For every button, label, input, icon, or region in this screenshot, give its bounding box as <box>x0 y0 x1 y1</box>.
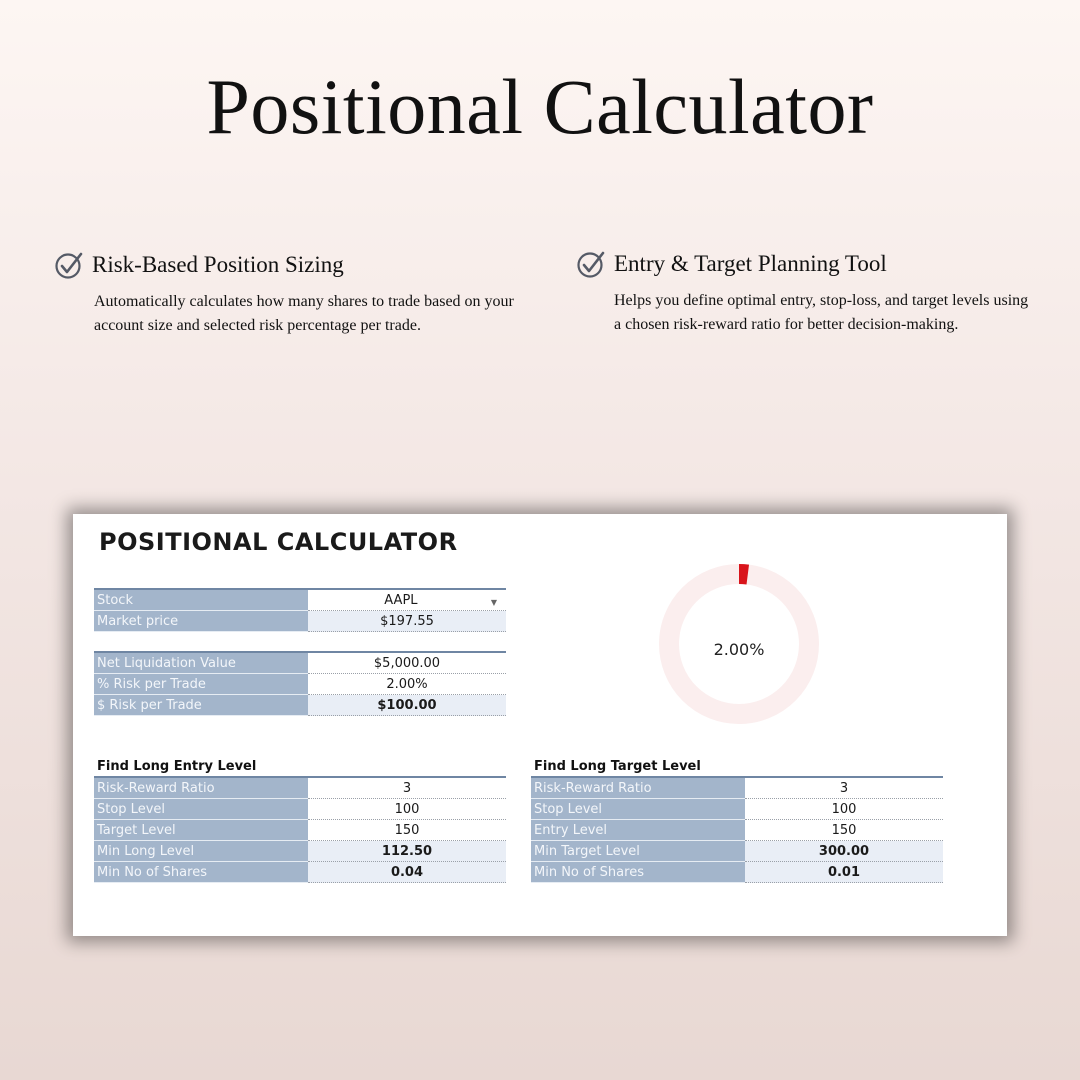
table-row <box>94 589 506 611</box>
page-title: Positional Calculator <box>206 63 874 150</box>
risk-dollar-value: $100.00 <box>308 695 506 716</box>
feature-title: Entry & Target Planning Tool <box>614 251 887 276</box>
table-row <box>94 611 506 632</box>
table-row <box>531 841 943 862</box>
table-row <box>94 841 506 862</box>
rr-ratio-label: Risk-Reward Ratio <box>531 777 745 799</box>
net-liquidation-input[interactable]: $5,000.00 <box>308 652 506 674</box>
stock-value: AAPL <box>384 592 418 608</box>
min-shares-label: Min No of Shares <box>94 862 308 883</box>
risk-table <box>94 651 506 716</box>
market-price-value: $197.55 <box>308 611 506 632</box>
table-row <box>94 674 506 695</box>
min-long-level-label: Min Long Level <box>94 841 308 862</box>
table-row <box>94 652 506 674</box>
calculator-title: POSITIONAL CALCULATOR <box>99 528 458 556</box>
rr-ratio-input[interactable]: 3 <box>308 777 506 799</box>
stop-level-input[interactable]: 100 <box>745 799 943 820</box>
risk-percent-label: % Risk per Trade <box>94 674 308 695</box>
min-target-level-label: Min Target Level <box>531 841 745 862</box>
table-row <box>531 820 943 841</box>
min-long-level-value: 112.50 <box>308 841 506 862</box>
table-row <box>94 777 506 799</box>
stock-label: Stock <box>94 589 308 611</box>
gauge-label: 2.00% <box>713 640 765 659</box>
rr-ratio-label: Risk-Reward Ratio <box>94 777 308 799</box>
stop-level-input[interactable]: 100 <box>308 799 506 820</box>
check-circle-icon <box>576 249 606 279</box>
check-circle-icon <box>54 250 84 280</box>
feature-entry-target <box>576 249 1036 337</box>
target-level-label: Target Level <box>94 820 308 841</box>
feature-description: Helps you define optimal entry, stop-loss, and target levels using a chosen risk-reward ratio for better decision-making. <box>614 292 1029 333</box>
min-shares-label: Min No of Shares <box>531 862 745 883</box>
market-price-label: Market price <box>94 611 308 632</box>
feature-title: Risk-Based Position Sizing <box>92 252 344 277</box>
long-entry-table <box>94 776 506 883</box>
net-liquidation-label: Net Liquidation Value <box>94 652 308 674</box>
min-shares-value: 0.04 <box>308 862 506 883</box>
table-row <box>531 862 943 883</box>
stop-level-label: Stop Level <box>531 799 745 820</box>
long-entry-heading: Find Long Entry Level <box>97 759 257 774</box>
target-level-input[interactable]: 150 <box>308 820 506 841</box>
table-row <box>94 820 506 841</box>
table-row <box>531 777 943 799</box>
feature-risk-sizing <box>54 250 524 338</box>
gauge-fill <box>739 574 748 575</box>
dropdown-arrow-icon[interactable]: ▼ <box>490 597 497 607</box>
long-target-heading: Find Long Target Level <box>534 759 701 774</box>
min-shares-value: 0.01 <box>745 862 943 883</box>
rr-ratio-input[interactable]: 3 <box>745 777 943 799</box>
min-target-level-value: 300.00 <box>745 841 943 862</box>
risk-dollar-label: $ Risk per Trade <box>94 695 308 716</box>
calculator-card <box>73 514 1007 936</box>
table-row <box>94 862 506 883</box>
table-row <box>531 799 943 820</box>
risk-percent-input[interactable]: 2.00% <box>308 674 506 695</box>
stock-select[interactable] <box>308 589 506 611</box>
table-row <box>94 799 506 820</box>
stop-level-label: Stop Level <box>94 799 308 820</box>
entry-level-input[interactable]: 150 <box>745 820 943 841</box>
stock-table <box>94 588 506 632</box>
table-row <box>94 695 506 716</box>
feature-description: Automatically calculates how many shares to trade based on your account size and selected risk percentage per trade. <box>94 293 514 334</box>
entry-level-label: Entry Level <box>531 820 745 841</box>
long-target-table <box>531 776 943 883</box>
